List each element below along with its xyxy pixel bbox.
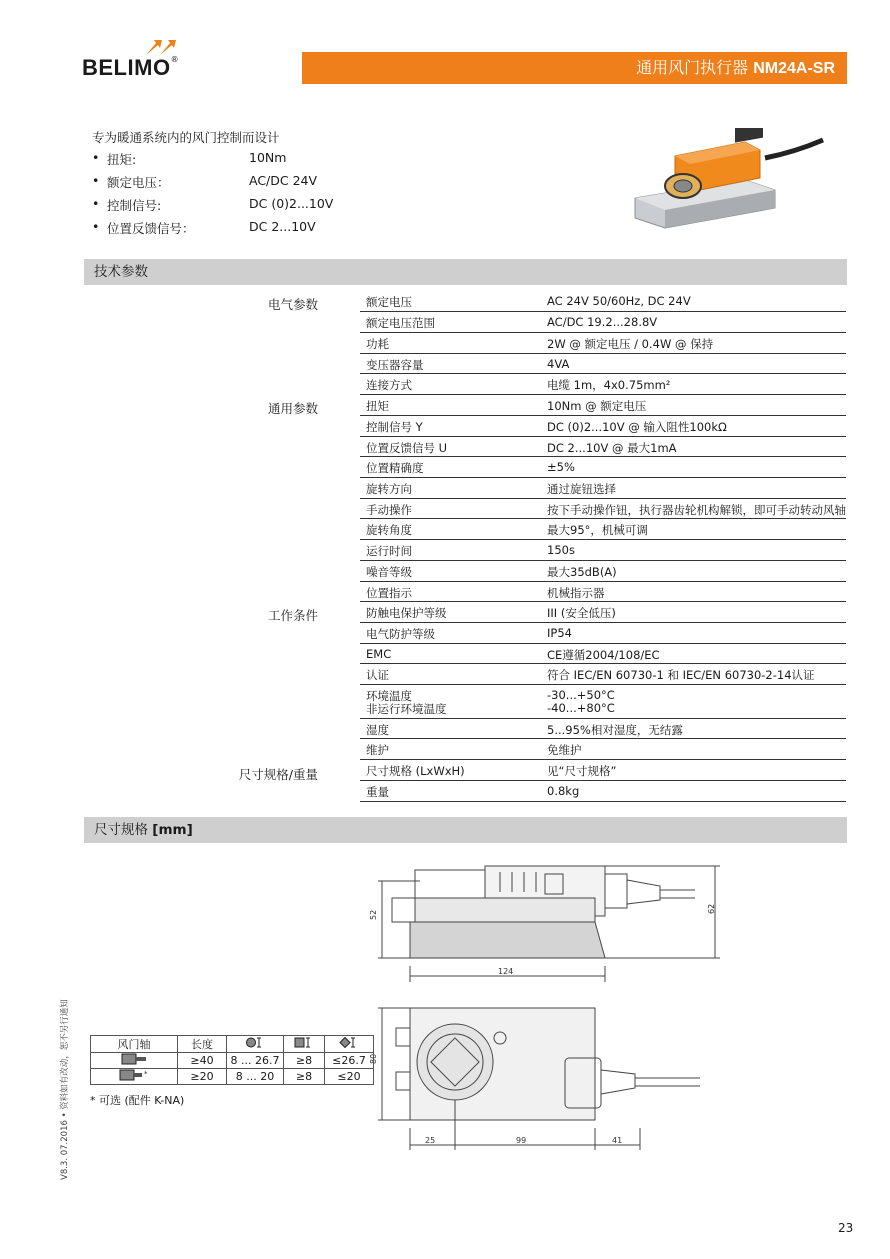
spec-key-secondary: 非运行环境温度 — [366, 702, 447, 716]
bullet: • — [92, 196, 100, 211]
spec-key: 尺寸规格 (LxWxH) — [366, 764, 465, 778]
spec-value: -30...+50°C — [547, 688, 615, 702]
spec-value: IP54 — [547, 626, 572, 640]
actuator-product-image — [625, 128, 825, 240]
spec-row — [360, 312, 846, 333]
bullet: • — [92, 173, 100, 188]
spec-key: 旋转角度 — [366, 523, 412, 537]
spec-row-temperature — [360, 685, 846, 719]
intro-text: 专为暖通系统内的风门控制而设计 — [92, 130, 280, 145]
group-dimensions-weight: 尺寸规格/重量 — [238, 767, 318, 782]
spec-row — [360, 499, 846, 519]
bullet: • — [92, 150, 100, 165]
feature-label: 控制信号: — [107, 198, 162, 213]
shaft-clamp-icon — [91, 1053, 178, 1069]
spec-row — [360, 623, 846, 644]
spec-row — [360, 354, 846, 374]
spec-row — [360, 291, 846, 312]
spec-value: CE遵循2004/108/EC — [547, 648, 660, 662]
feature-label: 扭矩: — [107, 152, 137, 167]
spec-row — [360, 644, 846, 664]
spec-key: 手动操作 — [366, 503, 412, 517]
spec-key: 湿度 — [366, 723, 389, 737]
page-number: 23 — [838, 1221, 854, 1235]
spec-row — [360, 561, 846, 582]
spec-row — [360, 540, 846, 561]
spec-key: 控制信号 Y — [366, 420, 423, 434]
section-dimensions — [84, 817, 847, 843]
spec-value-secondary: -40...+80°C — [547, 701, 615, 715]
table-header-row — [91, 1036, 374, 1053]
spec-value: 最大35dB(A) — [547, 565, 617, 579]
spec-key: 噪音等级 — [366, 565, 412, 579]
shaft-clamp-optional-icon — [91, 1069, 178, 1085]
spec-row — [360, 719, 846, 739]
spec-value: 最大95°，机械可调 — [547, 523, 648, 537]
spec-key: 变压器容量 — [366, 358, 424, 372]
table-row — [91, 1053, 374, 1069]
title-bar — [302, 52, 847, 84]
spec-value: 按下手动操作钮，执行器齿轮机构解锁，即可手动转动风轴 — [547, 503, 846, 517]
spec-row — [360, 437, 846, 457]
shaft-round: 8 ... 20 — [227, 1069, 284, 1085]
spec-value: AC/DC 19.2...28.8V — [547, 315, 658, 329]
spec-value: 符合 IEC/EN 60730-1 和 IEC/EN 60730-2-14认证 — [547, 668, 815, 682]
spec-key: 额定电压范围 — [366, 316, 435, 330]
spec-value: DC (0)2...10V @ 输入阻性100kΩ — [547, 420, 727, 434]
spec-row — [360, 374, 846, 395]
spec-row — [360, 395, 846, 416]
dim-height-52: 52 — [369, 909, 378, 920]
damper-shaft-table — [90, 1035, 374, 1085]
dim-99: 99 — [516, 1136, 527, 1145]
spec-value: 2W @ 额定电压 / 0.4W @ 保持 — [547, 337, 714, 351]
spec-row — [360, 602, 846, 623]
spec-value: AC 24V 50/60Hz, DC 24V — [547, 294, 691, 308]
header-length: 长度 — [178, 1036, 227, 1053]
spec-row — [360, 416, 846, 437]
svg-text:*: * — [144, 1070, 148, 1078]
spec-key: 电气防护等级 — [366, 627, 435, 641]
spec-row — [360, 739, 846, 760]
spec-value: 通过旋钮选择 — [547, 482, 616, 496]
spec-key: 位置反馈信号 U — [366, 441, 448, 455]
spec-row — [360, 664, 846, 685]
spec-row — [360, 582, 846, 602]
spec-key: 维护 — [366, 743, 389, 757]
spec-row — [360, 519, 846, 540]
spec-value: 见“尺寸规格” — [547, 764, 617, 778]
shaft-round: 8 ... 26.7 — [227, 1053, 284, 1069]
feature-value: DC (0)2...10V — [249, 196, 334, 211]
logo-arrows-icon — [144, 37, 178, 57]
logo-text: BELIMO — [82, 55, 171, 80]
side-view-drawing — [360, 858, 730, 988]
title-model: NM24A-SR — [753, 60, 835, 77]
spec-value: 5...95%相对湿度，无结露 — [547, 723, 683, 737]
shaft-square: ≥8 — [284, 1069, 325, 1085]
spec-value: 0.8kg — [547, 784, 580, 798]
spec-value: ±5% — [547, 460, 575, 474]
spec-value: 电缆 1m，4x0.75mm² — [547, 378, 671, 392]
spec-key: 重量 — [366, 785, 389, 799]
feature-value: 10Nm — [249, 150, 287, 165]
shaft-square: ≥8 — [284, 1053, 325, 1069]
spec-value: 10Nm @ 额定电压 — [547, 399, 647, 413]
spec-key: 旋转方向 — [366, 482, 412, 496]
spec-row — [360, 760, 846, 781]
spec-key: 位置指示 — [366, 586, 412, 600]
group-electrical: 电气参数 — [267, 297, 318, 312]
spec-row — [360, 457, 846, 478]
side-version-note: V8.3. 07.2016 • 资料如有改动，恕不另行通知 — [60, 999, 70, 1180]
dimensions-title: 尺寸规格 — [94, 822, 153, 838]
spec-value: 4VA — [547, 357, 570, 371]
dim-41: 41 — [612, 1136, 623, 1145]
spec-value: DC 2...10V @ 最大1mA — [547, 441, 677, 455]
spec-row — [360, 478, 846, 499]
feature-value: DC 2...10V — [249, 219, 316, 234]
spec-key: 环境温度 — [366, 689, 412, 703]
spec-key: 额定电压 — [366, 295, 412, 309]
feature-value: AC/DC 24V — [249, 173, 318, 188]
dim-width-80: 80 — [369, 1053, 378, 1064]
dim-length-124: 124 — [498, 967, 514, 976]
header-shaft: 风门轴 — [91, 1036, 178, 1053]
group-general: 通用参数 — [267, 401, 318, 416]
table-row — [91, 1069, 374, 1085]
spec-value: 免维护 — [547, 743, 582, 757]
shaft-length: ≥20 — [178, 1069, 227, 1085]
feature-label: 位置反馈信号： — [107, 221, 195, 236]
spec-key: 扭矩 — [366, 399, 389, 413]
optional-note: * 可选 (配件 K-NA) — [90, 1094, 185, 1107]
spec-key: EMC — [366, 647, 392, 661]
spec-row — [360, 333, 846, 354]
spec-value: 150s — [547, 543, 575, 557]
spec-key: 位置精确度 — [366, 461, 424, 475]
section-tech-params: 技术参数 — [84, 259, 847, 285]
spec-key: 认证 — [366, 668, 389, 682]
spec-row — [360, 781, 846, 802]
bullet: • — [92, 219, 100, 234]
shaft-diagonal: ≤26.7 — [325, 1053, 374, 1069]
spec-key: 连接方式 — [366, 378, 412, 392]
belimo-logo — [82, 55, 179, 81]
group-operating: 工作条件 — [267, 608, 318, 623]
spec-key: 功耗 — [366, 337, 389, 351]
dimensions-unit: [mm] — [152, 822, 193, 838]
spec-value: 机械指示器 — [547, 586, 605, 600]
square-shaft-icon — [284, 1036, 325, 1053]
title-prefix: 通用风门执行器 — [636, 58, 754, 77]
spec-key: 防触电保护等级 — [366, 606, 447, 620]
logo-registered: ® — [170, 55, 179, 64]
dim-height-62: 62 — [707, 903, 716, 914]
round-shaft-icon — [227, 1036, 284, 1053]
feature-label: 额定电压： — [107, 175, 170, 190]
dim-25: 25 — [425, 1136, 436, 1145]
shaft-diagonal: ≤20 — [325, 1069, 374, 1085]
top-view-drawing — [360, 1000, 730, 1160]
shaft-length: ≥40 — [178, 1053, 227, 1069]
spec-key: 运行时间 — [366, 544, 412, 558]
spec-value: III (安全低压) — [547, 606, 616, 620]
diagonal-shaft-icon — [325, 1036, 374, 1053]
